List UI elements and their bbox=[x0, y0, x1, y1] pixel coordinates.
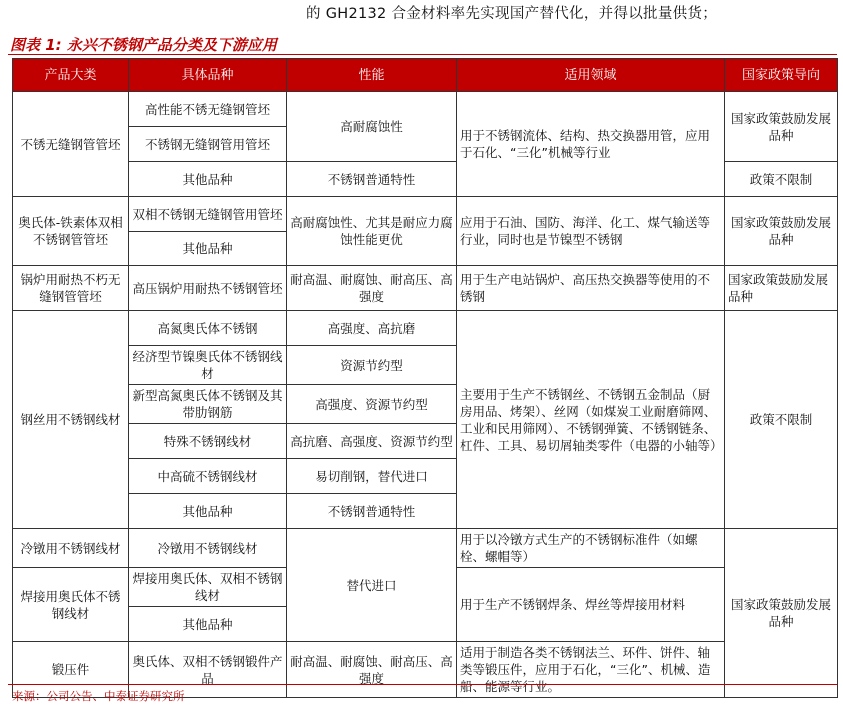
category-cell: 锻压件 bbox=[13, 642, 129, 698]
header-performance: 性能 bbox=[287, 59, 457, 92]
product-cell: 奥氏体、双相不锈钢锻件产品 bbox=[129, 642, 287, 698]
category-cell: 不锈无缝钢管管坯 bbox=[13, 92, 129, 197]
product-cell: 高压锅炉用耐热不锈钢管坯 bbox=[129, 266, 287, 311]
performance-cell: 替代进口 bbox=[287, 529, 457, 642]
header-application: 适用领域 bbox=[457, 59, 725, 92]
header-product: 具体品种 bbox=[129, 59, 287, 92]
policy-cell: 政策不限制 bbox=[725, 311, 838, 529]
performance-cell: 高强度、高抗磨 bbox=[287, 311, 457, 346]
table-row bbox=[13, 92, 838, 127]
product-cell: 高氮奥氏体不锈钢 bbox=[129, 311, 287, 346]
performance-cell: 易切削钢，替代进口 bbox=[287, 459, 457, 494]
category-cell: 焊接用奥氏体不锈钢线材 bbox=[13, 568, 129, 642]
table-row bbox=[13, 266, 838, 311]
product-table bbox=[12, 58, 838, 698]
category-cell: 奥氏体-铁素体双相不锈钢管管坯 bbox=[13, 197, 129, 266]
application-cell: 适用于制造各类不锈钢法兰、环件、饼件、轴类等锻压件，应用于石化，“三化”、机械、造船、能源等行业。 bbox=[457, 642, 725, 698]
product-cell: 冷镦用不锈钢线材 bbox=[129, 529, 287, 568]
intro-text: 的 GH2132 合金材料率先实现国产替代化，并得以批量供货； bbox=[306, 6, 718, 22]
product-cell: 特殊不锈钢线材 bbox=[129, 424, 287, 459]
product-cell: 双相不锈钢无缝钢管用管坯 bbox=[129, 197, 287, 232]
category-cell: 锅炉用耐热不朽无缝钢管管坯 bbox=[13, 266, 129, 311]
policy-cell: 政策不限制 bbox=[725, 162, 838, 197]
header-policy: 国家政策导向 bbox=[725, 59, 838, 92]
policy-cell: 国家政策鼓励发展品种 bbox=[725, 266, 838, 311]
product-cell: 经济型节镍奥氏体不锈钢线材 bbox=[129, 346, 287, 385]
application-cell: 用于以冷镦方式生产的不锈钢标准件（如螺栓、螺帽等） bbox=[457, 529, 725, 568]
source-note: 来源：公司公告、中泰证券研究所 bbox=[12, 689, 185, 703]
header-category: 产品大类 bbox=[13, 59, 129, 92]
product-cell: 新型高氮奥氏体不锈钢及其带肋钢筋 bbox=[129, 385, 287, 424]
application-cell: 应用于石油、国防、海洋、化工、煤气输送等行业，同时也是节镍型不锈钢 bbox=[457, 197, 725, 266]
category-cell: 冷镦用不锈钢线材 bbox=[13, 529, 129, 568]
policy-cell: 国家政策鼓励发展品种 bbox=[725, 92, 838, 162]
source-rule bbox=[8, 684, 837, 685]
table-row bbox=[13, 529, 838, 568]
product-cell: 焊接用奥氏体、双相不锈钢线材 bbox=[129, 568, 287, 607]
performance-cell: 不锈钢普通特性 bbox=[287, 162, 457, 197]
policy-cell: 国家政策鼓励发展品种 bbox=[725, 197, 838, 266]
application-cell: 主要用于生产不锈钢丝、不锈钢五金制品（厨房用品、烤架）、丝网（如煤炭工业耐磨筛网、工业和民用筛网）、不锈钢弹簧、不锈钢链条、杠件、工具、易切屑轴类零件（电器的小轴等） bbox=[457, 311, 725, 529]
performance-cell: 耐高温、耐腐蚀、耐高压、高强度 bbox=[287, 266, 457, 311]
product-cell: 中高硫不锈钢线材 bbox=[129, 459, 287, 494]
performance-cell: 高强度、资源节约型 bbox=[287, 385, 457, 424]
performance-cell: 高耐腐蚀性 bbox=[287, 92, 457, 162]
performance-cell: 高耐腐蚀性、尤其是耐应力腐蚀性能更优 bbox=[287, 197, 457, 266]
performance-cell: 耐高温、耐腐蚀、耐高压、高强度 bbox=[287, 642, 457, 698]
application-cell: 用于生产不锈钢焊条、焊丝等焊接用材料 bbox=[457, 568, 725, 642]
product-cell: 其他品种 bbox=[129, 607, 287, 642]
policy-cell: 国家政策鼓励发展品种 bbox=[725, 529, 838, 698]
product-cell: 其他品种 bbox=[129, 494, 287, 529]
performance-cell: 资源节约型 bbox=[287, 346, 457, 385]
product-cell: 其他品种 bbox=[129, 232, 287, 266]
category-cell: 钢丝用不锈钢线材 bbox=[13, 311, 129, 529]
performance-cell: 高抗磨、高强度、资源节约型 bbox=[287, 424, 457, 459]
table-header-row bbox=[13, 59, 838, 92]
table-row bbox=[13, 311, 838, 346]
application-cell: 用于生产电站锅炉、高压热交换器等使用的不锈钢 bbox=[457, 266, 725, 311]
application-cell: 用于不锈钢流体、结构、热交换器用管，应用于石化、“三化”机械等行业 bbox=[457, 92, 725, 197]
product-cell: 不锈钢无缝钢管用管坯 bbox=[129, 127, 287, 162]
product-cell: 其他品种 bbox=[129, 162, 287, 197]
table-row bbox=[13, 197, 838, 232]
product-cell: 高性能不锈无缝钢管坯 bbox=[129, 92, 287, 127]
table-caption: 图表 1: 永兴不锈钢产品分类及下游应用 bbox=[10, 36, 277, 54]
performance-cell: 不锈钢普通特性 bbox=[287, 494, 457, 529]
